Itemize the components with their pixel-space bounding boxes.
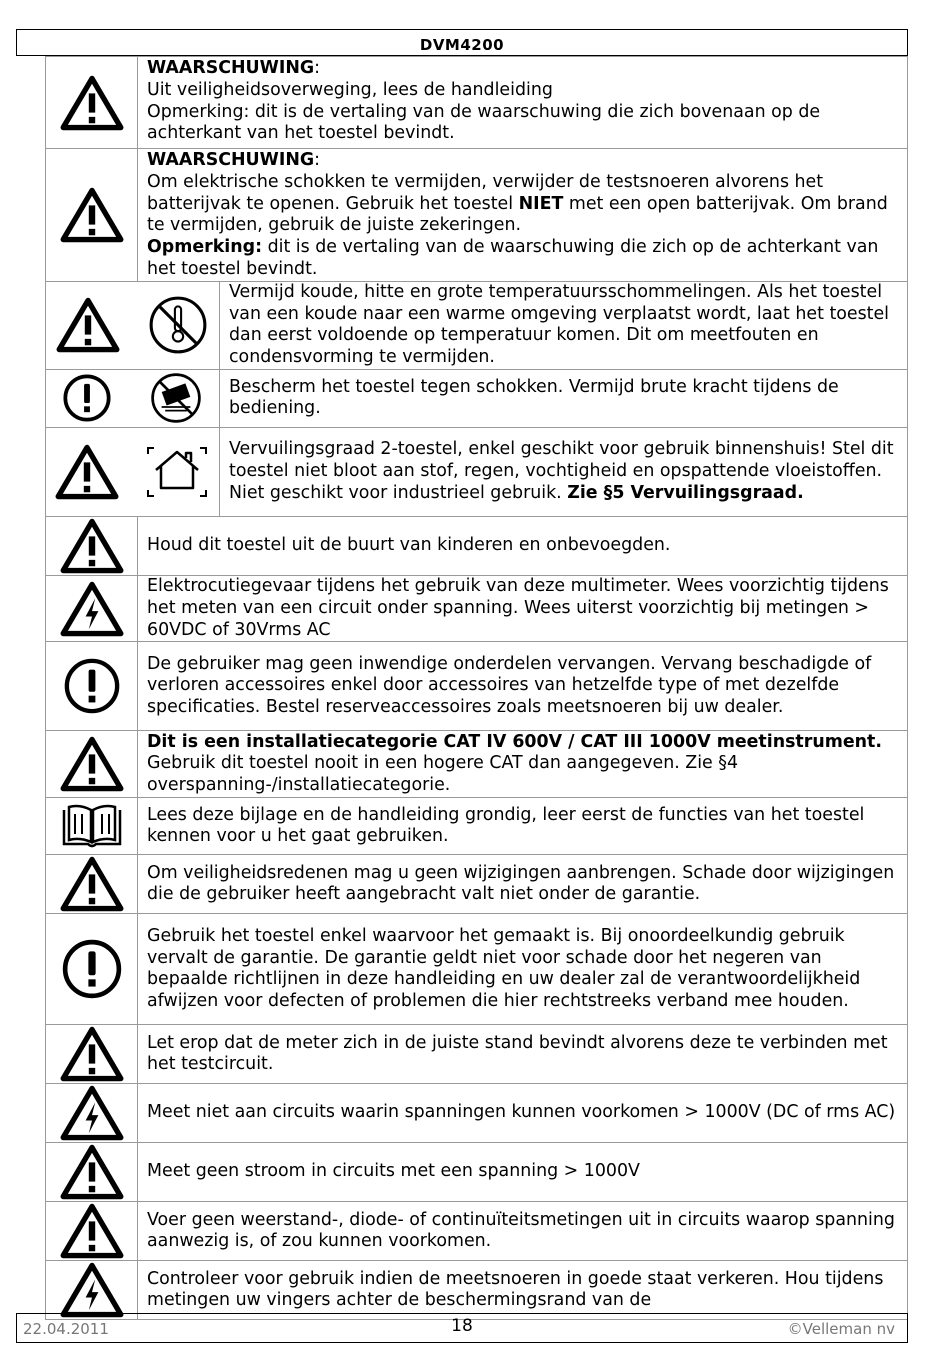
text-cell: WAARSCHUWING: Uit veiligheidsoverweging, lees de handleiding Opmerking: dit is de vertaling van de waarschuwing die zich bovenaan op de achterkant van het toestel bevindt. bbox=[138, 57, 908, 149]
reference-link: Zie §5 Vervuilingsgraad. bbox=[567, 482, 804, 503]
text-cell: Houd dit toestel uit de buurt van kinderen en onbevoegden. bbox=[138, 516, 908, 575]
table-row bbox=[46, 1084, 908, 1143]
icon-cell bbox=[46, 855, 138, 914]
table-row bbox=[46, 855, 908, 914]
attention-circle-icon bbox=[62, 373, 112, 423]
warning-triangle-icon bbox=[60, 1143, 124, 1201]
icon-cell bbox=[46, 575, 138, 641]
electric-shock-warning-icon bbox=[60, 1261, 124, 1319]
icon-cell bbox=[46, 798, 138, 855]
warning-triangle-icon bbox=[60, 735, 124, 793]
electric-shock-warning-icon bbox=[60, 1084, 124, 1142]
text-cell: WAARSCHUWING: Om elektrische schokken te vermijden, verwijder de testsnoeren alvorens het batterijvak te openen. Gebruik het toestel NIET met een open batterijvak. Om brand te vermijden, gebruik de juiste zekeringen. Opmerking: dit is de vertaling van de waarschuwing die zich op de achterkant van het toestel bevindt. bbox=[138, 149, 908, 282]
icon-cell bbox=[46, 1261, 138, 1320]
text-cell: Vervuilingsgraad 2-toestel, enkel geschikt voor gebruik binnenshuis! Stel dit toestel niet bloot aan stof, regen, vochtigheid en opspattende vloeistoffen. Niet geschikt voor industrieel gebruik. Zie §5 Vervuilingsgraad. bbox=[220, 427, 908, 516]
electric-shock-warning-icon bbox=[60, 580, 124, 638]
text-cell: Vermijd koude, hitte en grote temperatuursschommelingen. Als het toestel van een koude naar een warme omgeving verplaatst wordt, laat het toestel dan eerst voldoende op temperatuur komen. Dit om meetfouten en condensvorming te vermijden. bbox=[220, 281, 908, 369]
table-row bbox=[46, 369, 908, 427]
text-cell: Meet niet aan circuits waarin spanningen kunnen voorkomen > 1000V (DC of rms AC) bbox=[138, 1084, 908, 1143]
attention-circle-icon bbox=[63, 657, 121, 715]
table-row bbox=[46, 57, 908, 149]
icon-cell bbox=[46, 57, 138, 149]
text-cell: Gebruik het toestel enkel waarvoor het gemaakt is. Bij onoordeelkundig gebruik vervalt de garantie. De garantie geldt niet voor schade door het negeren van bepaalde richtlijnen in deze handleiding en uw dealer zal de verantwoordelijkheid afwijzen voor defecten of problemen die hier rechtstreeks verband mee houden. bbox=[138, 914, 908, 1025]
warning-triangle-icon bbox=[55, 443, 119, 501]
icon-cell bbox=[46, 427, 220, 516]
warning-triangle-icon bbox=[60, 74, 124, 132]
text-cell: Meet geen stroom in circuits met een spanning > 1000V bbox=[138, 1143, 908, 1202]
text-cell: Om veiligheidsredenen mag u geen wijzigingen aanbrengen. Schade door wijzigingen die de gebruiker heeft aangebracht valt niet onder de garantie. bbox=[138, 855, 908, 914]
safety-table bbox=[45, 56, 908, 1320]
table-row bbox=[46, 575, 908, 641]
table-row bbox=[46, 914, 908, 1025]
no-shock-icon bbox=[149, 371, 203, 425]
text-cell: Dit is een installatiecategorie CAT IV 600V / CAT III 1000V meetinstrument. Gebruik dit toestel nooit in een hogere CAT dan aangegeven. Zie §4 overspanning-/installatiecategorie. bbox=[138, 731, 908, 798]
text-cell: De gebruiker mag geen inwendige onderdelen vervangen. Vervang beschadigde of verloren accessoires enkel door accessoires van hetzelfde type of met dezelfde specificaties. Bestel reserveaccessoires zoals meetsnoeren bij uw dealer. bbox=[138, 642, 908, 731]
warning-title: WAARSCHUWING bbox=[147, 150, 315, 170]
icon-cell bbox=[46, 642, 138, 731]
warning-note: Opmerking: dit is de vertaling van de waarschuwing die zich bovenaan op de achterkant van het toestel bevindt. bbox=[147, 101, 821, 144]
warning-line: Uit veiligheidsoverweging, lees de handleiding bbox=[147, 79, 553, 100]
page-number: 18 bbox=[451, 1316, 473, 1336]
warning-triangle-icon bbox=[60, 517, 124, 575]
icon-cell bbox=[46, 149, 138, 282]
footer-date: 22.04.2011 bbox=[23, 1320, 109, 1338]
model-name: DVM4200 bbox=[419, 36, 505, 54]
icon-cell bbox=[46, 731, 138, 798]
table-row bbox=[46, 1202, 908, 1261]
icon-cell bbox=[46, 369, 220, 427]
table-row bbox=[46, 281, 908, 369]
no-thermometer-icon bbox=[147, 294, 209, 356]
indoor-use-icon bbox=[144, 444, 210, 500]
warning-triangle-icon bbox=[60, 1202, 124, 1260]
text-cell: Controleer voor gebruik indien de meetsnoeren in goede staat verkeren. Hou tijdens metingen uw vingers achter de beschermingsrand van de bbox=[138, 1261, 908, 1320]
warning-triangle-icon bbox=[60, 855, 124, 913]
icon-cell bbox=[46, 1084, 138, 1143]
text-cell: Let erop dat de meter zich in de juiste stand bevindt alvorens deze te verbinden met het testcircuit. bbox=[138, 1025, 908, 1084]
text-cell: Elektrocutiegevaar tijdens het gebruik van deze multimeter. Wees voorzichtig tijdens het meten van een circuit onder spanning. Wees uiterst voorzichtig bij metingen > 60VDC of 30Vrms AC bbox=[138, 575, 908, 641]
table-row bbox=[46, 149, 908, 282]
table-row bbox=[46, 731, 908, 798]
table-row bbox=[46, 1143, 908, 1202]
text-cell: Lees deze bijlage en de handleiding grondig, leer eerst de functies van het toestel kennen voor u het gaat gebruiken. bbox=[138, 798, 908, 855]
attention-circle-icon bbox=[61, 938, 123, 1000]
text-cell: Bescherm het toestel tegen schokken. Vermijd brute kracht tijdens de bediening. bbox=[220, 369, 908, 427]
icon-cell bbox=[46, 1202, 138, 1261]
table-row bbox=[46, 642, 908, 731]
warning-triangle-icon bbox=[60, 186, 124, 244]
warning-triangle-icon bbox=[60, 1025, 124, 1083]
table-row bbox=[46, 516, 908, 575]
icon-cell bbox=[46, 281, 220, 369]
warning-title: WAARSCHUWING bbox=[147, 58, 315, 78]
icon-cell bbox=[46, 1143, 138, 1202]
table-row bbox=[46, 798, 908, 855]
icon-cell bbox=[46, 1025, 138, 1084]
read-manual-book-icon bbox=[60, 802, 124, 850]
icon-cell bbox=[46, 914, 138, 1025]
page-footer bbox=[16, 1313, 908, 1343]
warning-triangle-icon bbox=[56, 296, 120, 354]
text-cell: Voer geen weerstand-, diode- of continuïteitsmetingen uit in circuits waarop spanning aanwezig is, of zou kunnen voorkomen. bbox=[138, 1202, 908, 1261]
table-row bbox=[46, 1261, 908, 1320]
icon-cell bbox=[46, 516, 138, 575]
note-label: Opmerking: bbox=[147, 237, 263, 258]
footer-copyright: ©Velleman nv bbox=[787, 1320, 895, 1338]
page-header bbox=[16, 29, 908, 56]
table-row bbox=[46, 1025, 908, 1084]
table-row bbox=[46, 427, 908, 516]
